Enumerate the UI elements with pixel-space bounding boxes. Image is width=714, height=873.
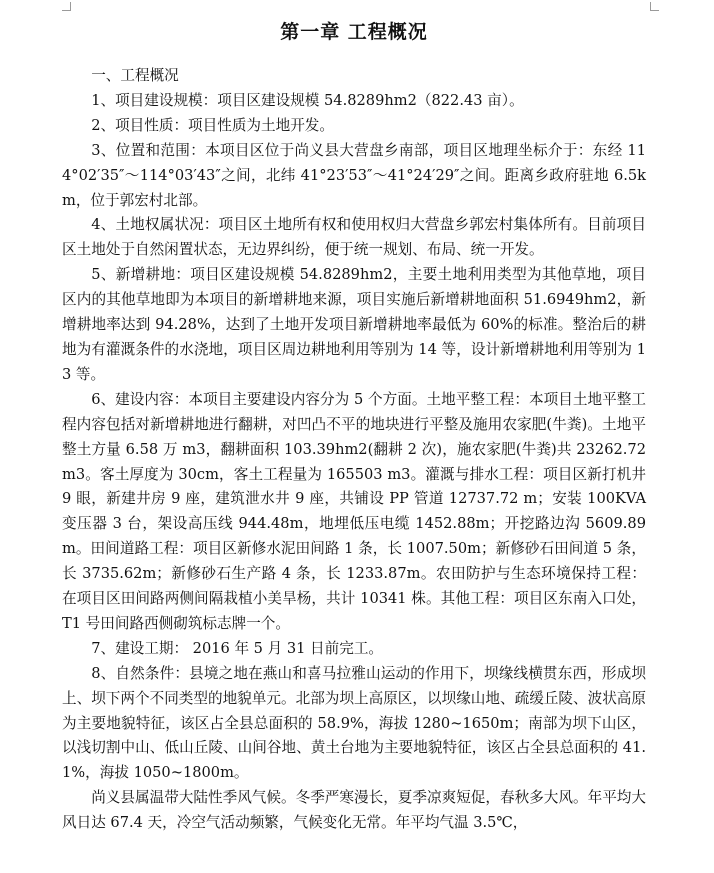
paragraph-natural-conditions: 8、自然条件：县境之地在燕山和喜马拉雅山运动的作用下，坝缘线横贯东西，形成坝上、坝下两个不同类型的地貌单元。北部为坝上高原区，以坝缘山地、疏缓丘陵、波状高原为主要地貌特征，该区占全县总面积的 58.9%，海拔 1280~1650m；南部为坝下山区，以浅切割中山、低山丘陵、山间谷地、黄土台地为主要地貌特征，该区占全县总面积的 41.1%，海拔 1050~1800m。 (62, 664, 646, 782)
section-heading: 一、工程概况 (91, 67, 179, 84)
paragraph-schedule: 7、建设工期： 2016 年 5 月 31 日前完工。 (91, 639, 384, 657)
paragraph-construction: 6、建设内容：本项目主要建设内容分为 5 个方面。土地平整工程：本项目土地平整工程内容包括对新增耕地进行翻耕，对凹凸不平的地块进行平整及施用农家肥(牛粪)。土地平整土方量 6.58 万 m3，翻耕面积 103.39hm2(翻耕 2 次)，施农家肥(牛粪)共 23262.72 m3。客土厚度为 30cm，客土工程量为 165503 m3。灌溉与排水工程：项目区新打机井 9 眼，新建井房 9 座，建筑泄水井 9 座，共铺设 PP 管道 12737.72 m；安装 100KVA 变压器 3 台，架设高压线 944.48m，地埋低压电缆 1452.88m；开挖路边沟 5609.89m。田间道路工程：项目区新修水泥田间路 1 条，长 1007.50m；新修砂石田间道 5 条，长 3735.62m；新修砂石生产路 4 条，长 1233.87m。农田防护与生态环境保持工程：在项目区田间路两侧间隔栽植小美旱杨，共计 10341 株。其他工程：项目区东南入口处，T1 号田间路西侧砌筑标志牌一个。 (62, 390, 646, 632)
page-corner-mark-right (650, 2, 659, 11)
paragraph-nature: 2、项目性质：项目性质为土地开发。 (91, 116, 334, 134)
paragraph-new-farmland: 5、新增耕地：项目区建设规模 54.8289hm2，主要土地利用类型为其他草地，项目区内的其他草地即为本项目的新增耕地来源，项目实施后新增耕地面积 51.6949hm2，新增耕地率达到 94.28%，达到了土地开发项目新增耕地率最低为 60%的标准。整治后的耕地为有灌溉条件的水浇地，项目区周边耕地利用等别为 14 等，设计新增耕地利用等别为 13 等。 (62, 266, 646, 383)
paragraph-ownership: 4、土地权属状况：项目区土地所有权和使用权归大营盘乡郭宏村集体所有。目前项目区土地处于自然闲置状态，无边界纠纷，便于统一规划、布局、统一开发。 (62, 216, 646, 259)
paragraph-climate: 尚义县属温带大陆性季风气候。冬季严寒漫长，夏季凉爽短促，春秋多大风。年平均大风日达 67.4 天，冷空气活动频繁，气候变化无常。年平均气温 3.5℃， (62, 789, 646, 832)
paragraph-location: 3、位置和范围：本项目区位于尚义县大营盘乡南部，项目区地理坐标介于：东经 114°02′35″～114°03′43″之间，北纬 41°23′53″～41°24′29″之间。距离乡政府驻地 6.5km，位于郭宏村北部。 (62, 141, 646, 209)
paragraph-scale: 1、项目建设规模：项目区建设规模 54.8289hm2（822.43 亩）。 (91, 91, 524, 109)
document-page (62, 10, 646, 836)
chapter-title: 第一章 工程概况 (280, 21, 428, 43)
